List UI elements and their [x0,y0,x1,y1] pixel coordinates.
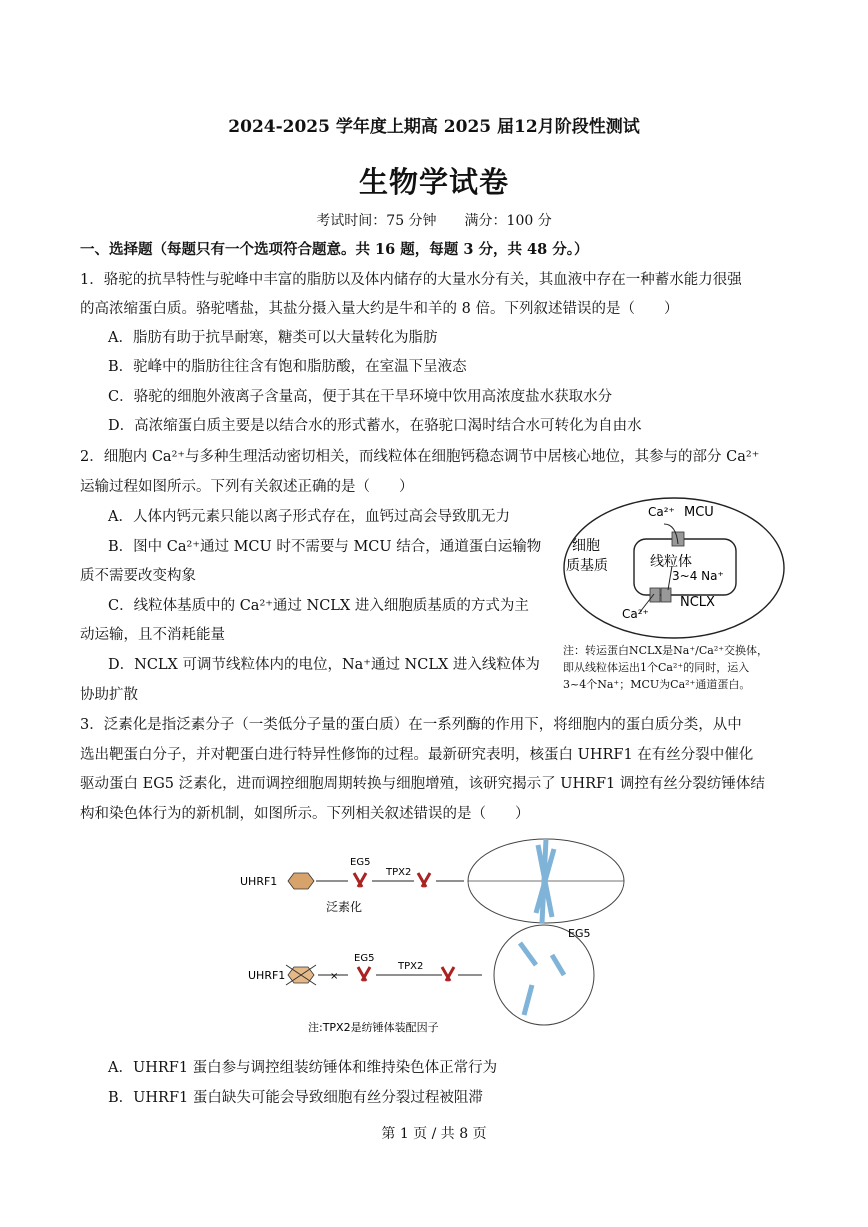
mcu-label: MCU [684,505,714,520]
q3-option-b: B．UHRF1 蛋白缺失可能会导致细胞有丝分裂过程被阻滞 [108,1090,483,1106]
chromosomes-misaligned [520,943,564,1015]
q1-stem-line1: 1．骆驼的抗旱特性与驼峰中丰富的脂肪以及体内储存的大量水分有关，其血液中存在一种蓄水能力很强 [80,272,742,288]
eg5-top-motor-2 [418,873,430,887]
q1-option-a: A．脂肪有助于抗旱耐寒，糖类可以大量转化为脂肪 [108,330,438,346]
q1-stem-line2: 的高浓缩蛋白质。骆驼嗜盐，其盐分摄入量大约是牛和羊的 8 倍。下列叙述错误的是（ ） [80,301,679,317]
nclx-exchanger-right [661,588,671,602]
eg5-top-motor [354,873,366,887]
q1-option-c: C．骆驼的细胞外液离子含量高，便于其在干旱环境中饮用高浓度盐水获取水分 [108,389,613,405]
exam-meta: 考试时间：75 分钟 满分：100 分 [316,213,552,229]
uhrf1-top-label: UHRF1 [240,875,278,888]
nclx-label: NCLX [680,595,715,610]
calcium-transport-figure [560,494,790,646]
ubiquitination-label: 泛素化 [326,900,363,914]
section-heading: 一、选择题（每题只有一个选项符合题意。共 16 题，每题 3 分，共 48 分。） [80,241,589,258]
q2-figure-note-line2: 即从线粒体运出1个Ca²⁺的同时，运入 [563,661,750,674]
na-label: 3~4 Na⁺ [672,569,724,583]
eg5-bottom-label: EG5 [354,953,375,964]
uhrf1-top-hexagon [288,873,314,889]
eg5-bottom-motor [358,967,370,981]
q2-figure-note-line1: 注：转运蛋白NCLX是Na⁺/Ca²⁺交换体， [563,644,769,657]
q3-stem-line4: 构和染色体行为的新机制，如图所示。下列相关叙述错误的是（ ） [80,806,530,822]
q2-option-b-line1: B．图中 Ca²⁺通过 MCU 时不需要与 MCU 结合，通道蛋白运输物 [108,539,542,555]
exam-header: 2024-2025 学年度上期高 2025 届12月阶段性测试 [228,117,640,137]
q2-stem-line1: 2．细胞内 Ca²⁺与多种生理活动密切相关，而线粒体在细胞钙稳态调节中居核心地位，其参与的部分 Ca²⁺ [80,449,760,465]
q2-option-a: A．人体内钙元素只能以离子形式存在，血钙过高会导致肌无力 [108,509,510,525]
q3-stem-line3: 驱动蛋白 EG5 泛素化，进而调控细胞周期转换与细胞增殖，该研究揭示了 UHRF1 调控有丝分裂纺锤体结 [80,776,765,792]
mitochondrion-label: 线粒体 [650,554,692,570]
uhrf1-spindle-figure [236,825,636,1040]
tpx2-top-label: TPX2 [386,867,412,878]
tpx2-bottom-label: TPX2 [398,961,424,972]
eg5-top-label: EG5 [350,857,371,868]
q3-stem-line2: 选出靶蛋白分子，并对靶蛋白进行特异性修饰的过程。最新研究表明，核蛋白 UHRF1 在有丝分裂中催化 [80,747,754,763]
q2-option-d-line1: D．NCLX 可调节线粒体内的电位，Na⁺通过 NCLX 进入线粒体为 [108,657,540,673]
q2-option-b-line2: 质不需要改变构象 [80,568,196,584]
q2-figure-note-line3: 3~4个Na⁺；MCU为Ca²⁺通道蛋白。 [563,678,751,691]
q3-figure-note: 注:TPX2是纺锤体装配因子 [308,1021,439,1034]
eg5-bottom-motor-2 [442,967,454,981]
blocked-mark: × [330,971,339,982]
cytoplasm-label-1: 细胞 [572,538,600,554]
q1-option-b: B．驼峰中的脂肪往往含有饱和脂肪酸，在室温下呈液态 [108,359,467,375]
nclx-exchanger-left [650,588,660,602]
eg5-right-label: EG5 [568,927,591,940]
q2-option-c-line1: C．线粒体基质中的 Ca²⁺通过 NCLX 进入细胞质基质的方式为主 [108,598,529,614]
q3-option-a: A．UHRF1 蛋白参与调控组装纺锤体和维持染色体正常行为 [108,1060,498,1076]
q1-option-d: D．高浓缩蛋白质主要是以结合水的形式蓄水，在骆驼口渴时结合水可转化为自由水 [108,418,642,434]
q2-option-c-line2: 动运输，且不消耗能量 [80,627,225,643]
q3-stem-line1: 3．泛素化是指泛素分子（一类低分子量的蛋白质）在一系列酶的作用下，将细胞内的蛋白质分类，从中 [80,717,742,733]
page-footer: 第 1 页 / 共 8 页 [381,1126,487,1142]
cytoplasm-label-2: 质基质 [566,558,608,574]
ca-bottom-label: Ca²⁺ [622,607,649,621]
q2-stem-line2: 运输过程如图所示。下列有关叙述正确的是（ ） [80,479,414,495]
page-title: 生物学试卷 [358,165,509,199]
q2-option-d-line2: 协助扩散 [80,687,138,703]
uhrf1-bottom-label: UHRF1 [248,969,286,982]
ca-top-label: Ca²⁺ [648,505,675,519]
spindle-abnormal [494,925,594,1025]
